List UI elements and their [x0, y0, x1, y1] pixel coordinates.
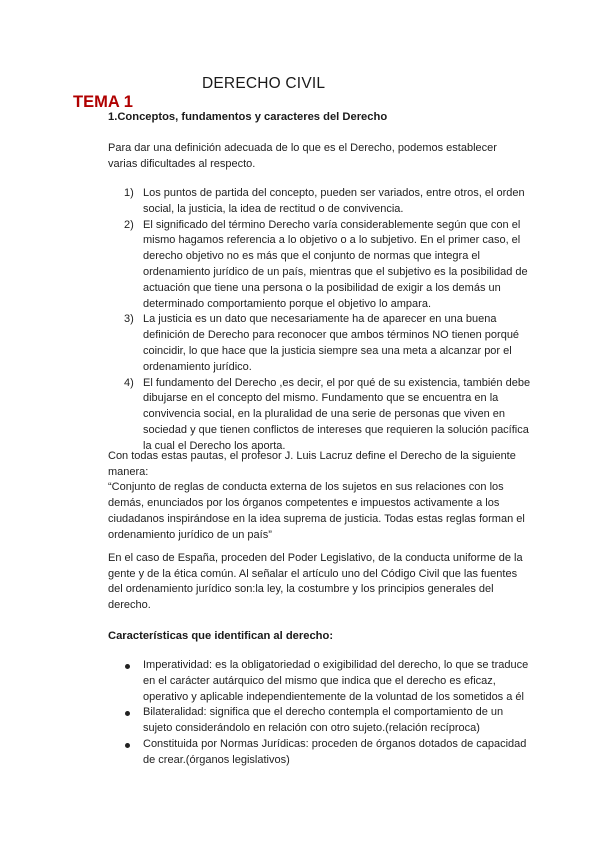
item-text: El fundamento del Derecho ,es decir, el por qué de su existencia, también debe dibujarse en el concepto del mismo. Fundamento que se encuentra en la convivencia social, en la pluralidad de una serie de personas que viven en sociedad y que tienen conflictos de intereses que requieren la solución pacífica la cual el Derecho los aporta.	[143, 376, 531, 452]
item-text: El significado del término Derecho varía considerablemente según que con el mismo hagamos referencia a lo objetivo o a lo subjetivo. En el primer caso, el derecho objetivo no es más que el conjunto de normas que integra el ordenamiento jurídico de un país, mientras que el subjetivo es la posibilidad de actuación que tiene una persona o la posibilidad de exigir a los demás un determinado comportamiento porque el objetivo lo ampara.	[143, 218, 528, 310]
lacruz-intro: Con todas estas pautas, el profesor J. Luis Lacruz define el Derecho de la siguiente manera:	[108, 450, 516, 478]
caracteristicas-heading: Características que identifican al derecho:	[108, 630, 334, 642]
bullet-item	[108, 658, 533, 705]
bullet-item	[108, 737, 533, 769]
numbered-item	[108, 376, 533, 455]
tema-heading: TEMA 1	[73, 93, 133, 111]
item-text: Los puntos de partida del concepto, pueden ser variados, entre otros, el orden social, la justicia, la idea de rectitud o de convivencia.	[143, 187, 525, 215]
document-title: DERECHO CIVIL	[202, 75, 326, 92]
numbered-item	[108, 186, 533, 218]
intro-paragraph: Para dar una definición adecuada de lo que es el Derecho, podemos establecer varias dificultades al respecto.	[108, 142, 497, 170]
espana-paragraph: En el caso de España, proceden del Poder Legislativo, de la conducta uniforme de la gente y de la ética común. Al señalar el artículo uno del Código Civil que las fuentes del ordenamiento jurídico son:la ley, la costumbre y los principios generales del derecho.	[108, 552, 523, 612]
item-text: La justicia es un dato que necesariamente ha de aparecer en una buena definición de Derecho para reconocer que ambos términos NO tienen porqué coincidir, lo que hace que la justicia siempre sea una meta a alcanzar por el ordenamiento jurídico.	[143, 313, 520, 373]
item-number: 1)	[124, 187, 134, 199]
item-number: 3)	[124, 313, 134, 326]
bullet-list	[108, 658, 533, 769]
bullet-text: Imperatividad: es la obligatoriedad o exigibilidad del derecho, lo que se traduce en el carácter autárquico del mismo que indica que el derecho es eficaz, operativo y aplicable independientemente de la voluntad de los sometidos a él	[143, 659, 529, 703]
bullet-icon	[125, 664, 130, 669]
lacruz-paragraph	[108, 449, 528, 543]
numbered-item	[108, 312, 533, 375]
numbered-item	[108, 218, 533, 313]
bullet-text: Constituida por Normas Jurídicas: proceden de órganos dotados de capacidad de crear.(órganos legislativos)	[143, 737, 527, 766]
bullet-icon	[125, 711, 130, 716]
numbered-list	[108, 186, 533, 455]
item-number: 4)	[124, 376, 134, 389]
bullet-icon	[125, 743, 130, 748]
bullet-item	[108, 705, 533, 737]
lacruz-quote: “Conjunto de reglas de conducta externa de los sujetos en sus relaciones con los demás, enunciados por los órganos competentes e impuestos activamente a los ciudadanos inspirándose en la idea suprema de justicia. Todas estas reglas forman el ordenamiento jurídico de un país”	[108, 481, 525, 541]
section-heading: 1.Conceptos, fundamentos y caracteres del Derecho	[108, 111, 388, 123]
bullet-text: Bilateralidad: significa que el derecho contempla el comportamiento de un sujeto considerándolo en relación con otro sujeto.(relación recíproca)	[143, 706, 504, 735]
item-number: 2)	[124, 218, 134, 231]
